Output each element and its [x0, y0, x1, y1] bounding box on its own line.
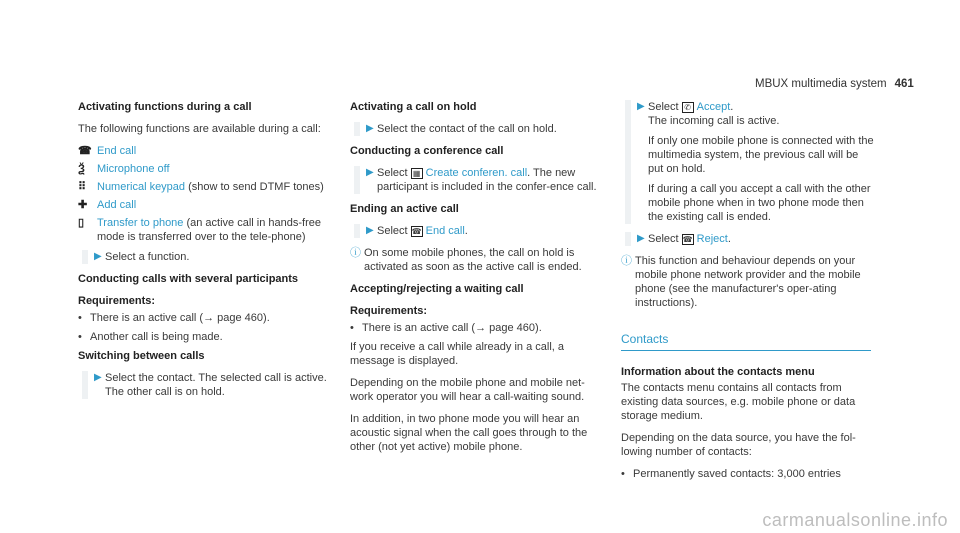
heading-conference-call: Conducting a conference call: [350, 145, 504, 157]
requirements-label: Requirements:: [78, 295, 156, 307]
transfer-phone-icon: ▯: [78, 217, 85, 229]
step-accept: ▶ Select ✆ Accept. The incoming call is active. If only one mobile phone is connected with the multimedia system, the previous call will be put on hold. If during a call you accept a call with the other mobile phone when in two phone mode then the existing call is ended.: [621, 100, 876, 224]
info-icon: ⓘ: [350, 247, 361, 259]
step-arrow-icon: ▶: [366, 123, 374, 134]
heading-ending-call: Ending an active call: [350, 203, 459, 215]
heading-activating-functions: Activating functions during a call: [78, 101, 252, 113]
function-label[interactable]: Numerical keypad: [97, 181, 186, 193]
step-arrow-icon: ▶: [637, 233, 645, 244]
heading-call-on-hold: Activating a call on hold: [350, 101, 477, 113]
end-call-link[interactable]: End call: [425, 225, 465, 237]
end-call-icon: ☎: [78, 145, 92, 157]
reject-call-icon: ☎: [682, 234, 693, 244]
function-label[interactable]: Microphone off: [97, 163, 170, 175]
function-row: [78, 180, 333, 194]
paragraph: Depending on the mobile phone and mobile net-work operator you will hear a call-waiting sound.: [350, 377, 585, 403]
step-arrow-icon: ▶: [366, 225, 374, 236]
list-item: • Permanently saved contacts: 3,000 entries: [621, 468, 841, 480]
step-arrow-icon: ▶: [366, 167, 374, 178]
function-list: [78, 144, 333, 244]
step-select-hold-contact: ▶ Select the contact of the call on hold.: [350, 122, 605, 136]
step-select-function: ▶ Select a function.: [78, 250, 333, 264]
step-arrow-icon: ▶: [94, 251, 102, 262]
paragraph: If you receive a call while already in a call, a message is displayed.: [350, 341, 564, 367]
step-create-conference: ▶ Select ▦ Create conferen. call. The new participant is included in the confer-ence call.: [350, 166, 605, 194]
info-icon: ⓘ: [621, 255, 632, 267]
heading-several-participants: Conducting calls with several participants: [78, 273, 299, 285]
accept-link[interactable]: Accept: [696, 101, 731, 113]
end-call-icon: ☎: [411, 226, 422, 236]
requirements-label: Requirements:: [350, 305, 428, 317]
step-arrow-icon: ▶: [94, 372, 102, 383]
heading-switching-calls: Switching between calls: [78, 350, 205, 362]
intro-text: The following functions are available during a call:: [78, 123, 321, 135]
paragraph: The contacts menu contains all contacts from existing data sources, e.g. mobile phone or data storage medium.: [621, 382, 856, 422]
page-number: 461: [894, 78, 914, 90]
heading-waiting-call: Accepting/rejecting a waiting call: [350, 283, 524, 295]
function-description: (show to send DTMF tones): [185, 181, 324, 193]
microphone-off-icon: Ѯ: [78, 163, 85, 175]
list-item: • Another call is being made.: [78, 331, 223, 343]
function-label[interactable]: Transfer to phone: [97, 217, 184, 229]
page-header: [755, 77, 914, 91]
accept-call-icon: ✆: [682, 102, 694, 113]
column-2: [350, 100, 605, 462]
keypad-icon: ⠿: [78, 181, 87, 193]
reject-link[interactable]: Reject: [696, 233, 728, 245]
list-item: • There is an active call (→ page 460).: [350, 322, 542, 334]
function-label[interactable]: End call: [97, 145, 137, 157]
info-note: ⓘ On some mobile phones, the call on hold is activated as soon as the active call is ended.: [350, 247, 582, 273]
function-row: [78, 162, 333, 176]
column-1: [78, 100, 333, 407]
step-end-call: ▶ Select ☎ End call.: [350, 224, 605, 238]
heading-contacts-menu: Information about the contacts menu: [621, 366, 815, 378]
paragraph: In addition, in two phone mode you will hear an acoustic signal when the call goes through to the other (not yet active) mobile phone.: [350, 413, 588, 453]
function-row: [78, 198, 333, 212]
list-item: • There is an active call (→ page 460).: [78, 312, 270, 324]
paragraph: Depending on the data source, you have the fol-lowing number of contacts:: [621, 432, 856, 458]
add-call-icon: ✚: [78, 199, 88, 211]
create-conference-link[interactable]: Create conferen. call: [425, 167, 528, 179]
section-title-contacts: Contacts: [621, 332, 871, 351]
function-label[interactable]: Add call: [97, 199, 137, 211]
conference-icon: ▦: [411, 168, 423, 179]
column-3: [621, 100, 876, 486]
function-description: (an active call in hands-free mode is transferred over to the tele-phone): [97, 217, 321, 243]
function-row: [78, 216, 333, 244]
info-note: ⓘ This function and behaviour depends on your mobile phone network provider and the mobile phone (see the manufacturer's oper-ating instructions).: [621, 255, 861, 309]
step-select-contact: ▶ Select the contact. The selected call is active. The other call is on hold.: [78, 371, 333, 399]
header-title: MBUX multimedia system: [755, 78, 887, 90]
watermark: carmanualsonline.info: [762, 510, 948, 530]
function-row: [78, 144, 333, 158]
step-arrow-icon: ▶: [637, 101, 645, 112]
step-reject: ▶ Select ☎ Reject.: [621, 232, 876, 246]
